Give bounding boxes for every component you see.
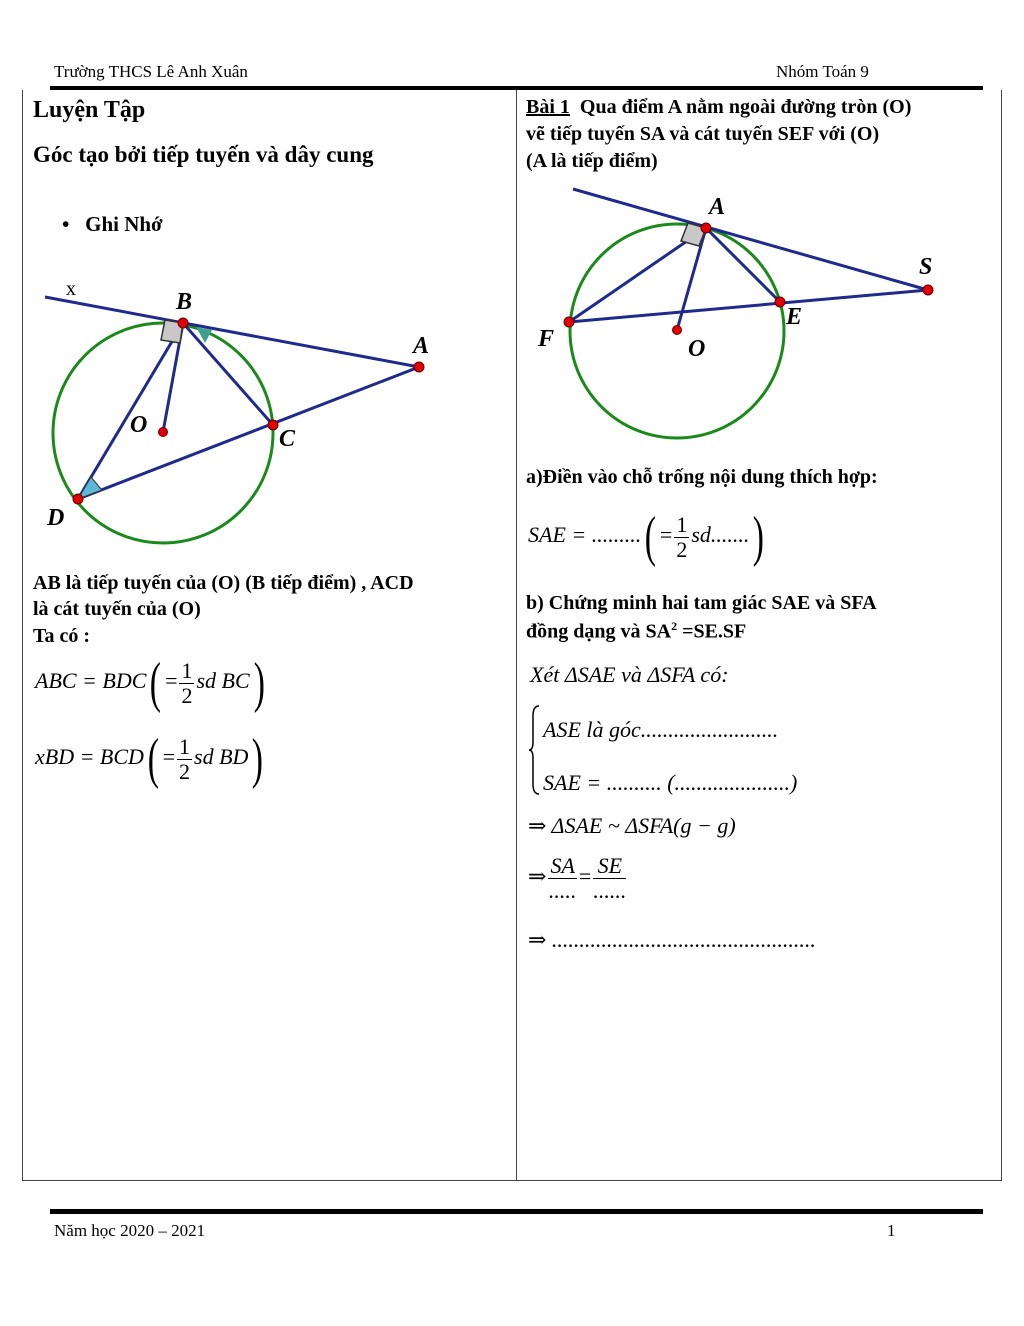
qb2-sup: 2 bbox=[671, 619, 678, 633]
xet-line: Xét ΔSAE và ΔSFA có: bbox=[530, 662, 729, 687]
header-school: Trường THCS Lê Anh Xuân bbox=[54, 62, 248, 81]
tangent-line-xa bbox=[45, 297, 419, 367]
secant-line-sf bbox=[569, 290, 928, 322]
eq1-den: 2 bbox=[181, 682, 193, 708]
chord-ae bbox=[706, 228, 780, 302]
header-group: Nhóm Toán 9 bbox=[776, 62, 869, 81]
equation-a: SAE = .........( = $\frac{1}{2}$ sd.......) bbox=[528, 506, 765, 568]
label-e: E bbox=[786, 304, 803, 330]
question-b-2 bbox=[526, 619, 746, 644]
eq1-num: 1 bbox=[181, 657, 193, 683]
label-f: F bbox=[538, 326, 555, 352]
left-title: Luyện Tập bbox=[33, 97, 146, 123]
question-b-1: b) Chứng minh hai tam giác SAE và SFA bbox=[526, 592, 877, 614]
left-text-1: AB là tiếp tuyến của (O) (B tiếp điểm) , ACD bbox=[33, 572, 414, 594]
point-o-right bbox=[673, 326, 682, 335]
label-o-left: O bbox=[130, 412, 148, 438]
eq2-num: 1 bbox=[179, 733, 191, 759]
eqa-den: 2 bbox=[676, 536, 688, 562]
label-a-right: A bbox=[709, 194, 726, 220]
qb2-end: =SE.SF bbox=[677, 620, 747, 643]
bai-1-text: Qua điểm A nằm ngoài đường tròn (O) bbox=[579, 96, 912, 118]
footer-page-number: 1 bbox=[887, 1221, 896, 1240]
footer-year: Năm học 2020 – 2021 bbox=[54, 1221, 206, 1240]
label-o-right: O bbox=[688, 336, 706, 362]
label-b: B bbox=[176, 289, 193, 315]
equation-1: ABC = BDC( = $\frac{1}{2}$ sd BC) bbox=[35, 652, 265, 714]
frac1-num: SA bbox=[550, 853, 575, 878]
frac1-den: ..... bbox=[548, 878, 577, 903]
case-1: ASE là góc......................... bbox=[543, 717, 779, 742]
point-a-right bbox=[701, 223, 711, 233]
point-s bbox=[923, 285, 933, 295]
point-f bbox=[564, 317, 574, 327]
footer-rule bbox=[50, 1209, 983, 1214]
point-e bbox=[775, 297, 785, 307]
system-brace bbox=[529, 704, 541, 796]
implication-1: ⇒ ΔSAE ~ ΔSFA(g − g) bbox=[528, 813, 736, 838]
eqa-lhs: SAE = ......... bbox=[528, 522, 642, 548]
eq1-lhs: ABC = BDC bbox=[35, 668, 147, 694]
label-d: D bbox=[47, 505, 65, 531]
equation-2: xBD = BCD( = $\frac{1}{2}$ sd BD) bbox=[35, 728, 264, 790]
tangent-line-sa bbox=[573, 189, 928, 290]
bai-1-line-1 bbox=[526, 96, 911, 119]
bai-1-line-3: (A là tiếp điểm) bbox=[526, 150, 658, 172]
label-s: S bbox=[919, 254, 933, 280]
qb2-text: đồng dạng và SA bbox=[526, 620, 672, 643]
point-a-left bbox=[414, 362, 424, 372]
implication-3: ⇒ ................................................ bbox=[528, 927, 816, 952]
eq1-rest: sd BC bbox=[196, 668, 250, 694]
case-2: SAE = .......... (.....................) bbox=[543, 770, 798, 795]
bai-1-label: Bài 1 bbox=[526, 96, 570, 118]
bullet-dot: • bbox=[62, 212, 86, 236]
point-b bbox=[178, 318, 188, 328]
bullet-label: Ghi Nhớ bbox=[85, 212, 163, 236]
eq2-den: 2 bbox=[179, 758, 191, 784]
left-text-2: là cát tuyến của (O) bbox=[33, 598, 201, 620]
label-a-left: A bbox=[413, 333, 430, 359]
eqa-rest: sd....... bbox=[691, 522, 750, 548]
label-c: C bbox=[279, 426, 296, 452]
question-a: a)Điền vào chỗ trống nội dung thích hợp: bbox=[526, 466, 878, 488]
eq2-lhs: xBD = BCD bbox=[35, 744, 144, 770]
left-text-3: Ta có : bbox=[33, 625, 91, 647]
point-c bbox=[268, 420, 278, 430]
point-o-left bbox=[159, 428, 168, 437]
eqa-num: 1 bbox=[676, 511, 688, 537]
point-d bbox=[73, 494, 83, 504]
left-subtitle: Góc tạo bởi tiếp tuyến và dây cung bbox=[33, 142, 374, 167]
bai-1-line-2: vẽ tiếp tuyến SA và cát tuyến SEF với (O) bbox=[526, 123, 880, 145]
label-x: x bbox=[66, 278, 76, 300]
implication-2: ⇒ $\frac{SA}{.....}$ = $\frac{SE}{......}$ bbox=[528, 853, 627, 903]
eq2-rest: sd BD bbox=[194, 744, 249, 770]
frac2-num: SE bbox=[593, 854, 626, 879]
imp2-arrow: ⇒ bbox=[528, 863, 547, 889]
frac2-den: ...... bbox=[593, 878, 627, 903]
